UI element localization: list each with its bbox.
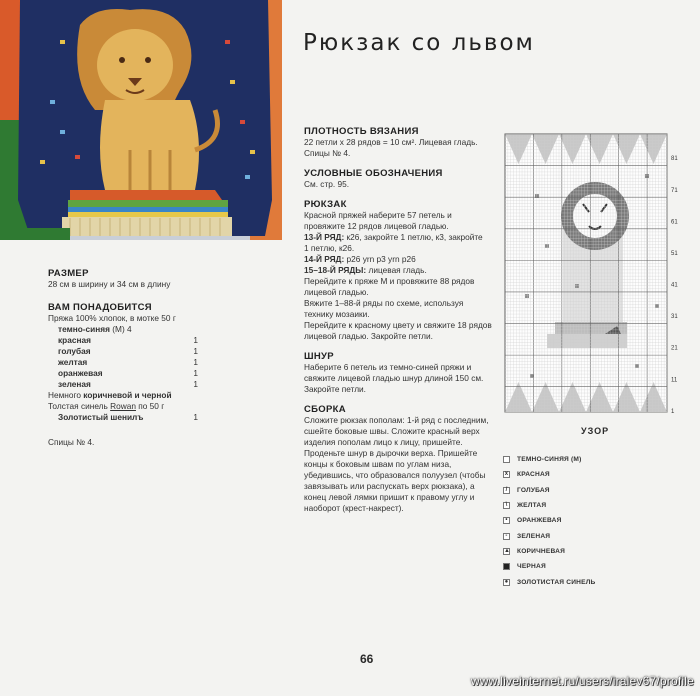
row13-cont: 1 петлю, к26. bbox=[304, 243, 355, 253]
gold-yarn-name: Золотистый шенилъ bbox=[58, 412, 144, 422]
bag-line: технику мозаики. bbox=[304, 309, 370, 319]
legend-item bbox=[503, 544, 596, 559]
chart-row-tick: 31 bbox=[671, 314, 678, 321]
assembly-line: концы к боковым швам по углам низа, bbox=[304, 459, 452, 469]
legend-label: КОРИЧНЕВАЯ bbox=[517, 547, 566, 555]
legend-swatch-icon: \ bbox=[503, 502, 510, 509]
yarn-name: голубая bbox=[58, 346, 91, 356]
legend-label: ЖЕЛТАЯ bbox=[517, 502, 547, 510]
bag-heading: РЮКЗАК bbox=[304, 199, 347, 210]
legend-item bbox=[503, 559, 596, 574]
gauge-text-2: Спицы № 4. bbox=[304, 148, 351, 158]
page-title: Рюкзак со львом bbox=[303, 30, 535, 56]
assembly-line: Проденьте шнур в дырочки верха. Пришейте bbox=[304, 448, 478, 458]
bag-line: лицевой гладью. bbox=[304, 287, 369, 297]
legend-swatch-icon: - bbox=[503, 533, 510, 540]
yarn-name: красная bbox=[58, 335, 91, 345]
cord-heading: ШНУР bbox=[304, 351, 334, 362]
yarn-row bbox=[48, 346, 198, 357]
yarn-name: зеленая bbox=[58, 379, 91, 389]
bag-line: лицевой гладью. Закройте петли. bbox=[304, 331, 433, 341]
backpack-photo bbox=[0, 0, 282, 240]
chart-label: УЗОР bbox=[581, 426, 610, 436]
gauge-heading: ПЛОТНОСТЬ ВЯЗАНИЯ bbox=[304, 126, 419, 137]
chart-scatter-stitch bbox=[525, 294, 529, 298]
need-heading: ВАМ ПОНАДОБИТСЯ bbox=[48, 302, 152, 313]
chart-row-tick: 51 bbox=[671, 250, 678, 257]
legend-item bbox=[503, 467, 596, 482]
assembly-line: убедившись, что образовался полуузел (чтобы bbox=[304, 470, 486, 480]
yarn-row bbox=[48, 357, 198, 368]
assembly-line: завязывать или распускать верх рюкзака), а bbox=[304, 481, 475, 491]
chart-scatter-stitch bbox=[575, 284, 579, 288]
yarn-list bbox=[48, 324, 198, 390]
assembly-line: Сложите рюкзак пополам: 1-й ряд с последним, bbox=[304, 415, 489, 425]
legend-item bbox=[503, 513, 596, 528]
chart-row-tick: 71 bbox=[671, 187, 678, 194]
chart-row-tick: 11 bbox=[671, 377, 678, 384]
materials-column bbox=[48, 268, 198, 448]
legend-label: КРАСНАЯ bbox=[517, 471, 550, 479]
yarn-qty: 1 bbox=[193, 368, 198, 378]
cord-line: свяжите лицевой гладью шнур длиной 150 см. bbox=[304, 373, 484, 383]
assembly-heading: СБОРКА bbox=[304, 404, 346, 415]
yarn-qty-inline: (М) 4 bbox=[109, 324, 132, 334]
legend-swatch-icon: x bbox=[504, 471, 509, 478]
chart-legend bbox=[503, 452, 596, 590]
yarn-name: желтая bbox=[58, 357, 88, 367]
yarn-row bbox=[48, 335, 198, 346]
page-number: 66 bbox=[360, 652, 374, 666]
legend-swatch-icon: ● bbox=[504, 578, 509, 585]
legend-label: ЗЕЛЕНАЯ bbox=[517, 532, 551, 540]
size-heading: РАЗМЕР bbox=[48, 268, 89, 279]
row13-line: 13-Й РЯД: к26, закройте 1 петлю, к3, закройте bbox=[304, 232, 483, 242]
symbols-heading: УСЛОВНЫЕ ОБОЗНАЧЕНИЯ bbox=[304, 168, 443, 179]
legend-label: ЗОЛОТИСТАЯ СИНЕЛЬ bbox=[517, 578, 596, 586]
legend-label: ГОЛУБАЯ bbox=[517, 486, 550, 494]
legend-label: ТЕМНО-СИНЯЯ (М) bbox=[517, 456, 582, 464]
symbols-text: См. стр. 95. bbox=[304, 179, 350, 189]
legend-swatch-icon: • bbox=[503, 517, 510, 524]
knitting-chart bbox=[503, 132, 679, 416]
yarn-name: оранжевая bbox=[58, 368, 103, 378]
yarn-name: темно-синяя (М) 4 bbox=[58, 324, 132, 334]
legend-swatch-icon bbox=[503, 563, 510, 570]
yarn-row bbox=[48, 368, 198, 379]
gold-yarn-qty: 1 bbox=[193, 412, 198, 422]
legend-item bbox=[503, 498, 596, 513]
chart-row-tick: 81 bbox=[671, 156, 678, 163]
bag-line: Перейдите к пряже М и провяжите 88 рядов bbox=[304, 276, 475, 286]
assembly-line: сшейте боковые швы. Сложите красный верх bbox=[304, 426, 480, 436]
bag-instructions-2 bbox=[304, 276, 494, 342]
bag-line: Перейдите к красному цвету и свяжите 18 рядов bbox=[304, 320, 492, 330]
gold-yarn-row bbox=[48, 412, 198, 423]
extra-line-1: Немного коричневой и черной bbox=[48, 390, 172, 400]
instructions-column bbox=[304, 126, 494, 514]
cord-instructions bbox=[304, 362, 494, 395]
chart-row-tick: 21 bbox=[671, 345, 678, 352]
legend-item bbox=[503, 528, 596, 543]
watermark: www.liveinternet.ru/users/iralev67/profile bbox=[470, 674, 694, 688]
assembly-line: конец левой лямки пришит к правому углу и bbox=[304, 492, 475, 502]
knitting-chart-svg bbox=[503, 132, 679, 416]
yarn-qty: 1 bbox=[193, 379, 198, 389]
legend-swatch-icon: / bbox=[503, 487, 510, 494]
row14-line: 14-Й РЯД: р26 yrn р3 yrn р26 bbox=[304, 254, 416, 264]
bag-line: Вяжите 1–88-й ряды по схеме, используя bbox=[304, 298, 464, 308]
yarn-qty: 1 bbox=[193, 335, 198, 345]
gauge-text-1: 22 петли х 28 рядов = 10 см². Лицевая гладь. bbox=[304, 137, 478, 147]
assembly-line: изделия пополам лицо к лицу, пришейте. bbox=[304, 437, 463, 447]
bag-line: Красной пряжей наберите 57 петель и bbox=[304, 210, 452, 220]
yarn-row bbox=[48, 324, 198, 335]
chart-row-tick: 41 bbox=[671, 282, 678, 289]
legend-item bbox=[503, 483, 596, 498]
yarn-qty: 1 bbox=[193, 346, 198, 356]
assembly-line: наоборот (крест-накрест). bbox=[304, 503, 404, 513]
yarn-intro: Пряжа 100% хлопок, в мотке 50 г bbox=[48, 313, 176, 323]
cord-line: Наберите 6 петель из темно-синей пряжи и bbox=[304, 362, 472, 372]
legend-item bbox=[503, 574, 596, 589]
cord-line: Закройте петли. bbox=[304, 384, 366, 394]
legend-label: ЧЕРНАЯ bbox=[517, 563, 546, 571]
chart-row-tick: 61 bbox=[671, 219, 678, 226]
assembly-instructions bbox=[304, 415, 494, 514]
yarn-qty: 1 bbox=[193, 357, 198, 367]
needles-text: Спицы № 4. bbox=[48, 437, 95, 447]
legend-swatch-icon: ▲ bbox=[504, 547, 511, 554]
legend-label: ОРАНЖЕВАЯ bbox=[517, 517, 562, 525]
extra-line-2: Толстая синель Rowan по 50 г bbox=[48, 401, 165, 411]
yarn-row bbox=[48, 379, 198, 390]
bag-instructions bbox=[304, 210, 494, 232]
legend-item bbox=[503, 452, 596, 467]
size-text: 28 см в ширину и 34 см в длину bbox=[48, 279, 171, 289]
bag-line: провяжите 12 рядов лицевой гладью. bbox=[304, 221, 449, 231]
row15-line: 15–18-Й РЯДЫ: лицевая гладь. bbox=[304, 265, 427, 275]
legend-swatch-icon bbox=[503, 456, 510, 463]
chart-row-tick: 1 bbox=[671, 408, 675, 415]
